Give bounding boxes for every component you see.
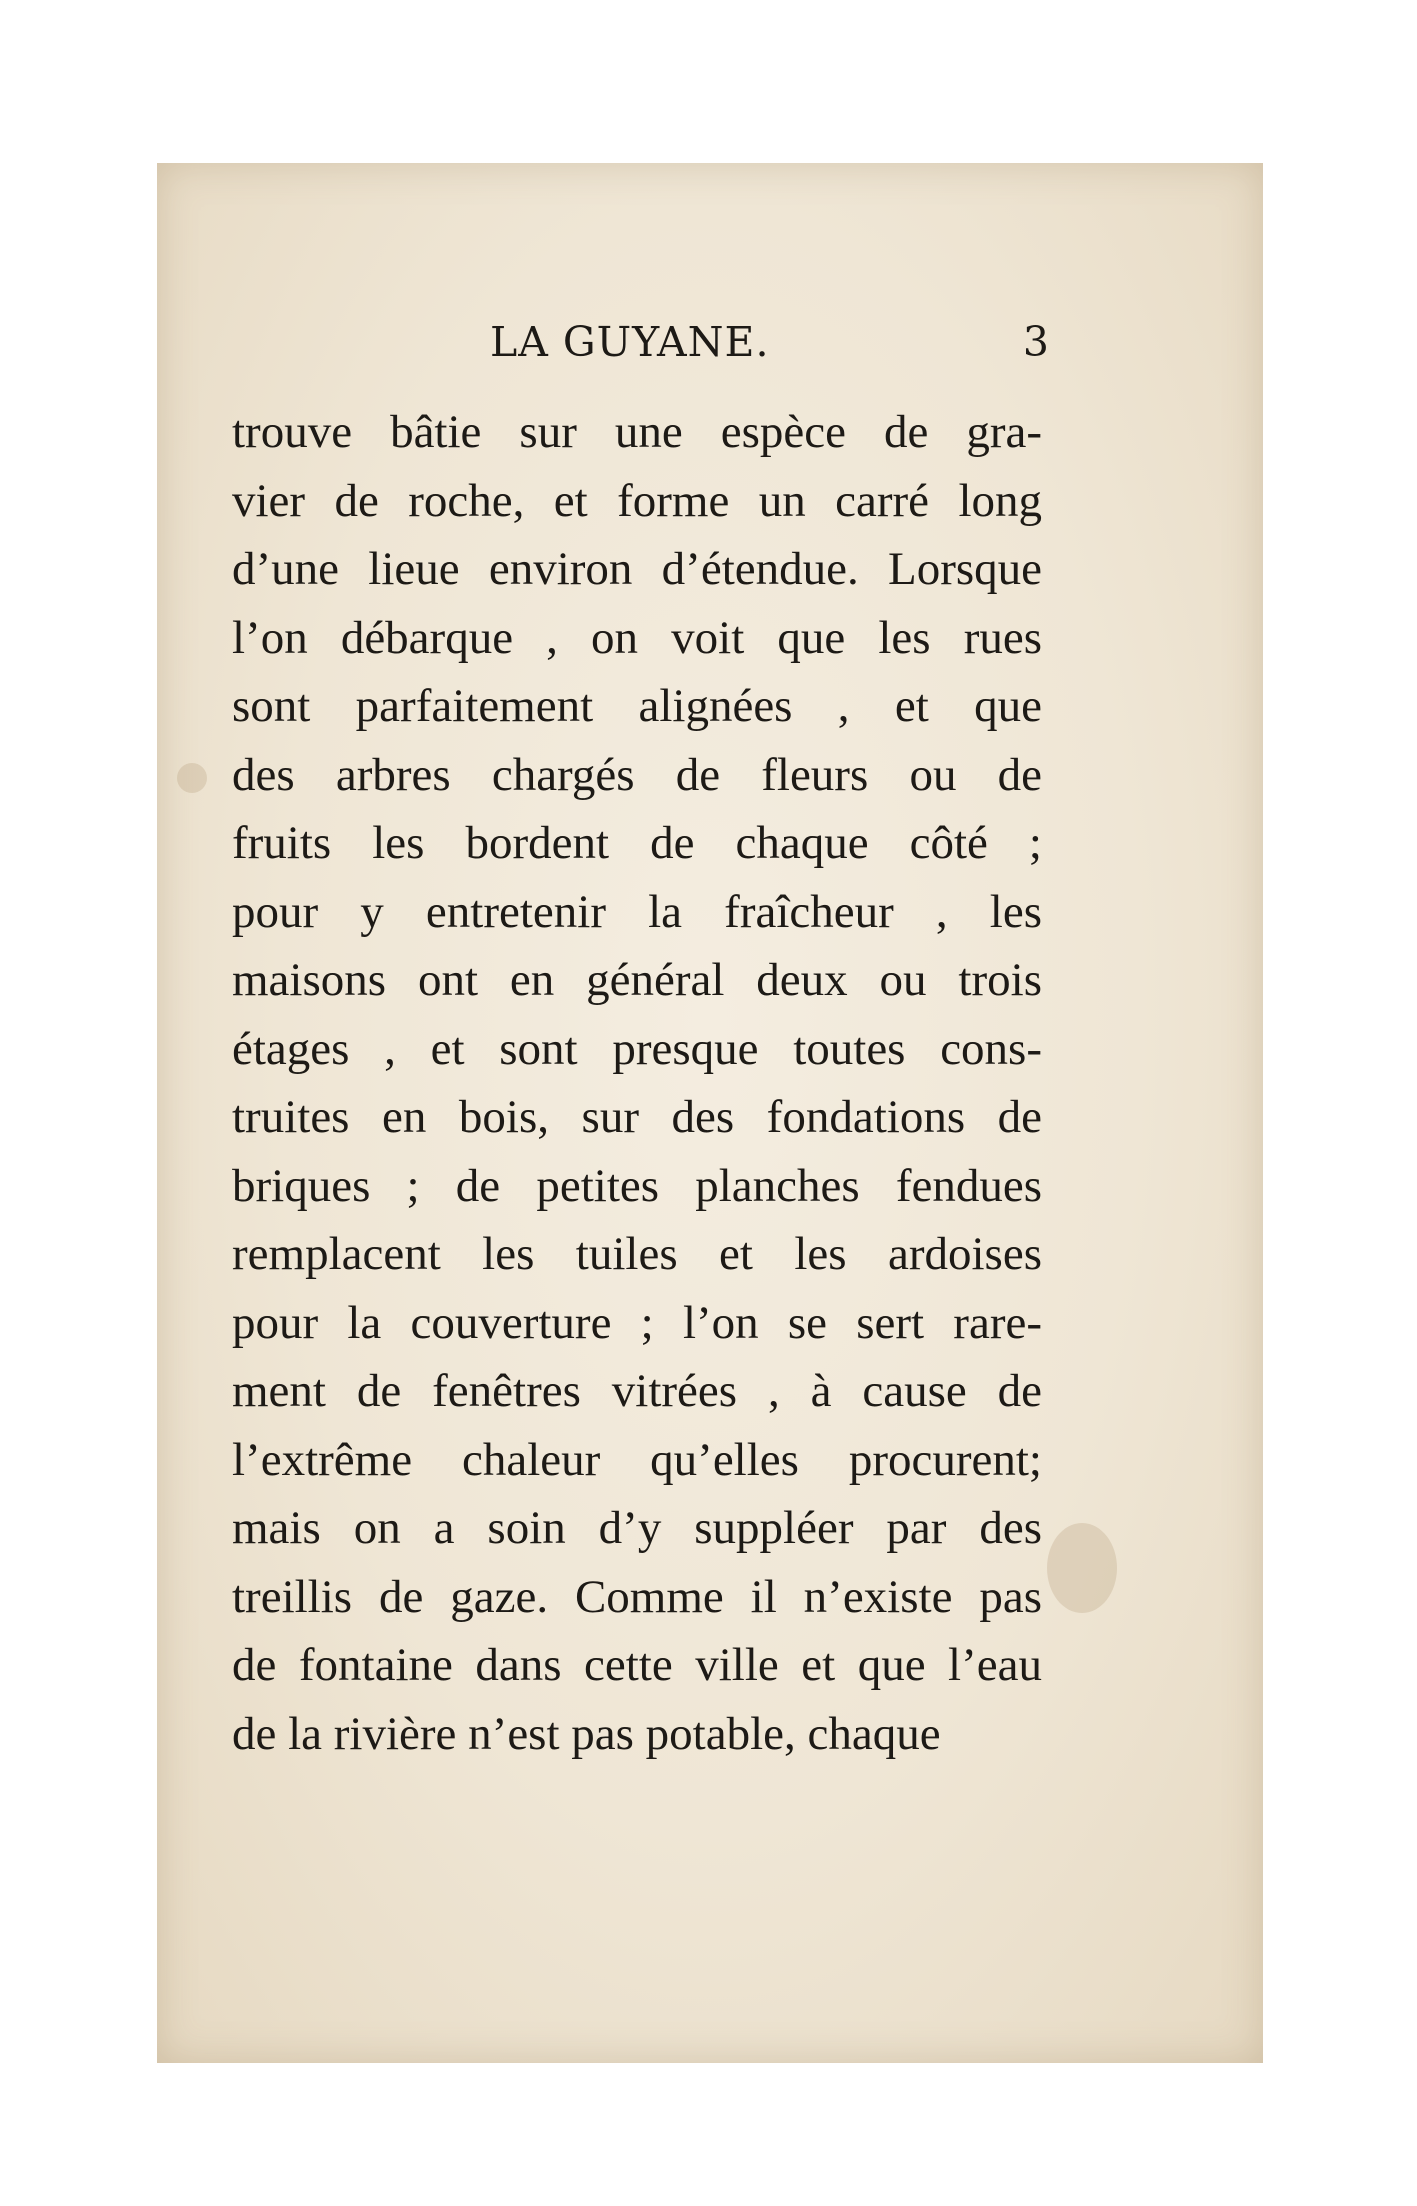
running-head [330, 318, 1050, 374]
text-line: trouve bâtie sur une espèce de gra- [232, 406, 1042, 458]
text-line: l’on débarque , on voit que les rues [232, 611, 1042, 664]
page-number: 3 [1022, 318, 1050, 366]
text-line: l’extrême chaleur qu’elles procurent; [232, 1433, 1042, 1486]
paper-stain [1047, 1523, 1117, 1613]
text-line: truites en bois, sur des fondations de [232, 1091, 1042, 1143]
text-line: vier de roche, et forme un carré long [232, 474, 1042, 527]
text-line: remplacent les tuiles et les ardoises [232, 1228, 1042, 1280]
text-line: mais on a soin d’y suppléer par des [232, 1502, 1042, 1554]
text-line: de fontaine dans cette ville et que l’eau [232, 1639, 1042, 1691]
text-line: d’une lieue environ d’étendue. Lorsque [232, 543, 1042, 595]
text-line: pour la couverture ; l’on se sert rare- [232, 1296, 1042, 1349]
text-line: de la rivière n’est pas potable, chaque [232, 1707, 941, 1760]
running-title: LA GUYANE. [490, 318, 770, 366]
text-line: maisons ont en général deux ou trois [232, 954, 1042, 1006]
text-line: treillis de gaze. Comme il n’existe pas [232, 1570, 1042, 1623]
body-text [232, 398, 1042, 1768]
text-line: pour y entretenir la fraîcheur , les [232, 885, 1042, 938]
text-line: briques ; de petites planches fendues [232, 1159, 1042, 1212]
text-line: ment de fenêtres vitrées , à cause de [232, 1365, 1042, 1417]
paper-stain [177, 763, 207, 793]
text-line: fruits les bordent de chaque côté ; [232, 817, 1042, 869]
text-line: des arbres chargés de fleurs ou de [232, 748, 1042, 801]
text-line: sont parfaitement alignées , et que [232, 680, 1042, 732]
text-line: étages , et sont presque toutes cons- [232, 1022, 1042, 1075]
